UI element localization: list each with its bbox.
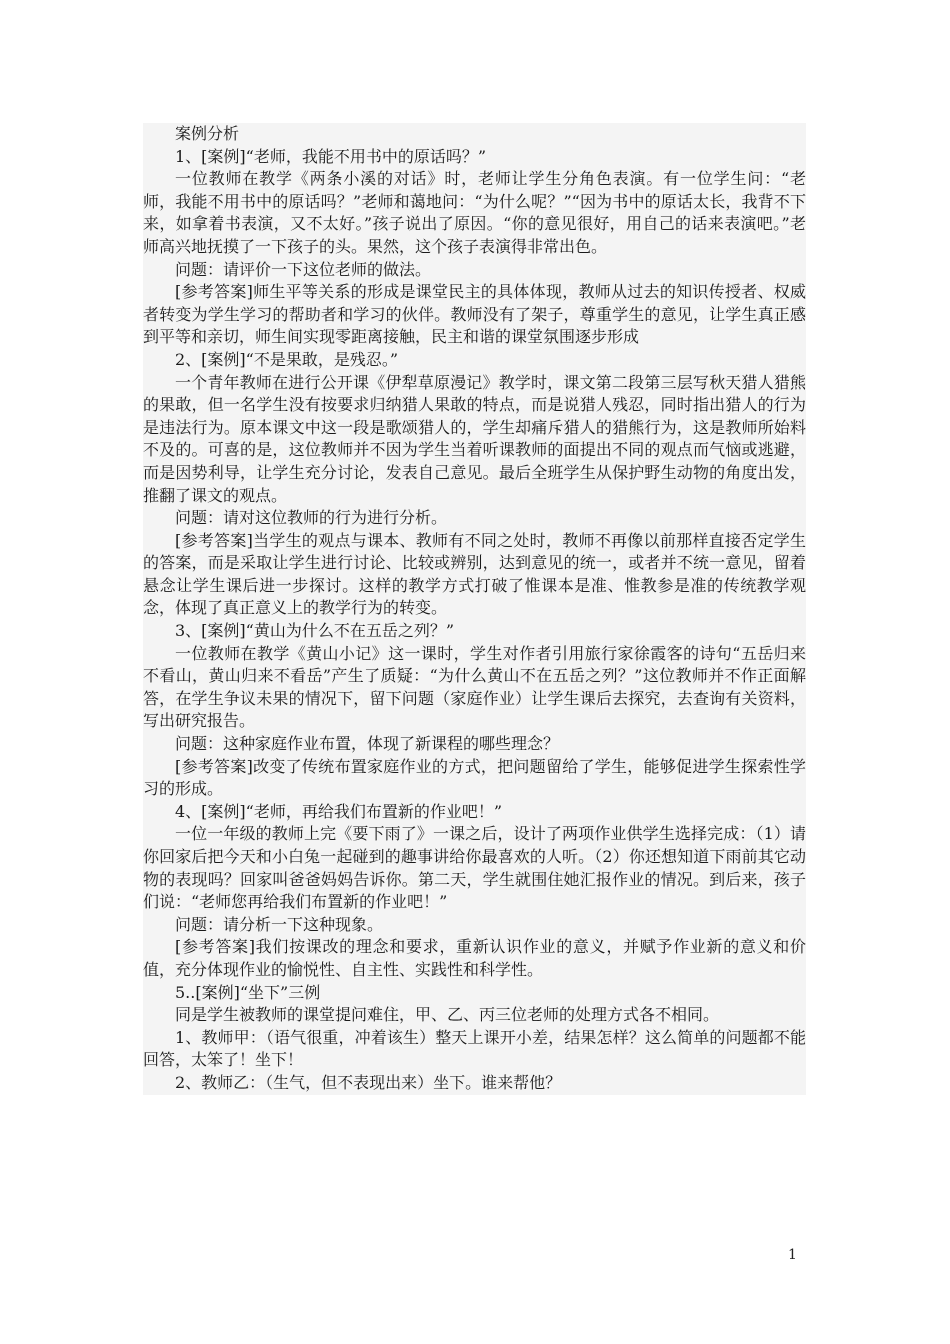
case-5-heading: 5..[案例]“坐下”三例 [175, 982, 321, 1002]
case-4-question: 问题：请分析一下这种现象。 [175, 914, 384, 934]
case-2-heading: 2、[案例]“不是果敢，是残忍。” [175, 349, 399, 369]
case-1-answer: [参考答案]师生平等关系的形成是课堂民主的具体体现，教师从过去的知识传授者、权威者转变为学生学习的帮助者和学习的伙伴。教师没有了架子，尊重学生的意见，让学生真正感到平等和亲切，师生间实现零距离接触，民主和谐的课堂氛围逐步形成 [143, 282, 806, 347]
case-4-heading: 4、[案例]“老师，再给我们布置新的作业吧！” [175, 801, 503, 821]
page-number: 1 [788, 1247, 797, 1263]
document-body [143, 123, 806, 1095]
case-2-body: 一个青年教师在进行公开课《伊犁草原漫记》教学时，课文第二段第三层写秋天猎人猎熊的果敢，但一名学生没有按要求归纳猎人果敢的特点，而是说猎人残忍，同时指出猎人的行为是违法行为。原本课文中这一段是歌颂猎人的，学生却痛斥猎人的猎熊行为，这是教师所始料不及的。可喜的是，这位教师并不因为学生当着听课教师的面提出不同的观点而气恼或逃避，而是因势利导，让学生充分讨论，发表自己意见。最后全班学生从保护野生动物的角度出发，推翻了课文的观点。 [143, 372, 806, 505]
case-1-heading: 1、[案例]“老师，我能不用书中的原话吗？” [175, 146, 487, 166]
case-4-answer: [参考答案]我们按课改的理念和要求，重新认识作业的意义，并赋予作业新的意义和价值，充分体现作业的愉悦性、自主性、实践性和科学性。 [143, 937, 806, 979]
case-1-body: 一位教师在教学《两条小溪的对话》时，老师让学生分角色表演。有一位学生问：“老师，我能不用书中的原话吗？”老师和蔼地问：“为什么呢？”“因为书中的原话太长，我背不下来，如拿着书表演，又不太好。”孩子说出了原因。“你的意见很好，用自己的话来表演吧。”老师高兴地抚摸了一下孩子的头。果然，这个孩子表演得非常出色。 [143, 169, 806, 256]
case-3-body: 一位教师在教学《黄山小记》这一课时，学生对作者引用旅行家徐霞客的诗句“五岳归来不看山，黄山归来不看岳”产生了质疑：“为什么黄山不在五岳之列？”这位教师并不作正面解答，在学生争议未果的情况下，留下问题（家庭作业）让学生课后去探究，去查询有关资料，写出研究报告。 [143, 643, 806, 731]
case-1-question: 问题：请评价一下这位老师的做法。 [175, 259, 432, 279]
case-3-question: 问题：这种家庭作业布置，体现了新课程的哪些理念？ [175, 734, 560, 754]
case-5-teacher-a: 1、教师甲：（语气很重，冲着该生）整天上课开小差，结果怎样？这么简单的问题都不能回答，太笨了！坐下！ [143, 1027, 806, 1070]
case-4-body: 一位一年级的教师上完《要下雨了》一课之后，设计了两项作业供学生选择完成：（1）请你回家后把今天和小白兔一起碰到的趣事讲给你最喜欢的人听。（2）你还想知道下雨前其它动物的表现吗？回家叫爸爸妈妈告诉你。第二天，学生就围住她汇报作业的情况。到后来，孩子们说：“老师您再给我们布置新的作业吧！” [143, 824, 806, 912]
case-5-teacher-b: 2、教师乙：（生气，但不表现出来）坐下。谁来帮他？ [175, 1072, 562, 1092]
section-title: 案例分析 [175, 124, 240, 143]
case-2-answer: [参考答案]当学生的观点与课本、教师有不同之处时，教师不再像以前那样直接否定学生的答案，而是采取让学生进行讨论、比较或辨别，达到意见的统一，或者并不统一意见，留着悬念让学生课后进一步探讨。这样的教学方式打破了惟课本是准、惟教参是准的传统教学观念，体现了真正意义上的教学行为的转变。 [143, 530, 806, 618]
case-3-answer: [参考答案]改变了传统布置家庭作业的方式，把问题留给了学生，能够促进学生探索性学习的形成。 [143, 756, 806, 799]
case-3-heading: 3、[案例]“黄山为什么不在五岳之列？” [175, 621, 455, 641]
case-5-intro: 同是学生被教师的课堂提问难住，甲、乙、丙三位老师的处理方式各不相同。 [175, 1005, 720, 1025]
case-2-question: 问题：请对这位教师的行为进行分析。 [175, 508, 448, 528]
